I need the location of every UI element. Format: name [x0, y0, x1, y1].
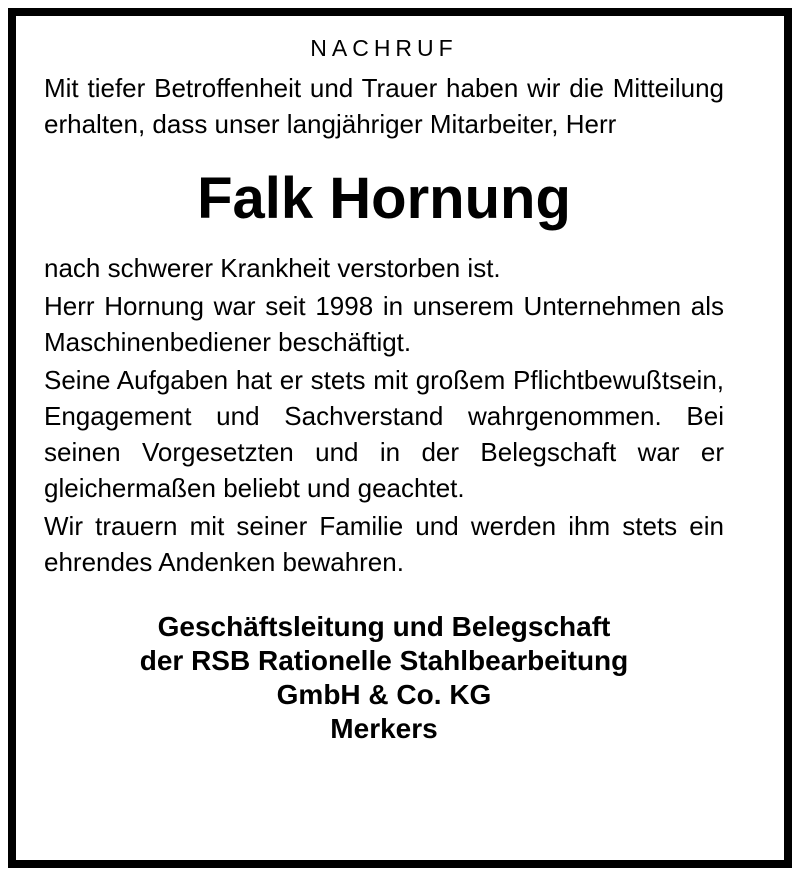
notice-heading: NACHRUF — [310, 35, 458, 61]
signature-block — [44, 610, 724, 746]
signature-line: Merkers — [330, 713, 438, 744]
paragraph-tribute: Seine Aufgaben hat er stets mit großem Pflichtbewußtsein, Engagement und Sachverstand wahrgenommen. Bei seinen Vorgesetzten und in der Belegschaft war er gleichermaßen beliebt und geachtet. — [44, 365, 724, 503]
obituary-notice — [44, 28, 724, 746]
paragraph-employment: Herr Hornung war seit 1998 in unserem Unternehmen als Maschinenbediener beschäftigt. — [44, 291, 724, 357]
intro-paragraph: Mit tiefer Betroffenheit und Trauer haben wir die Mitteilung erhalten, dass unser langjähriger Mitarbeiter, Herr — [44, 73, 724, 139]
signature-line: Geschäftsleitung und Belegschaft — [157, 611, 611, 642]
paragraph-mourning: Wir trauern mit seiner Familie und werden ihm stets ein ehrendes Andenken bewahren. — [44, 511, 724, 577]
deceased-name: Falk Hornung — [197, 166, 571, 231]
paragraph-illness: nach schwerer Krankheit verstorben ist. — [44, 253, 501, 283]
signature-line: GmbH & Co. KG — [276, 679, 492, 710]
signature-line: der RSB Rationelle Stahlbearbeitung — [139, 645, 629, 676]
